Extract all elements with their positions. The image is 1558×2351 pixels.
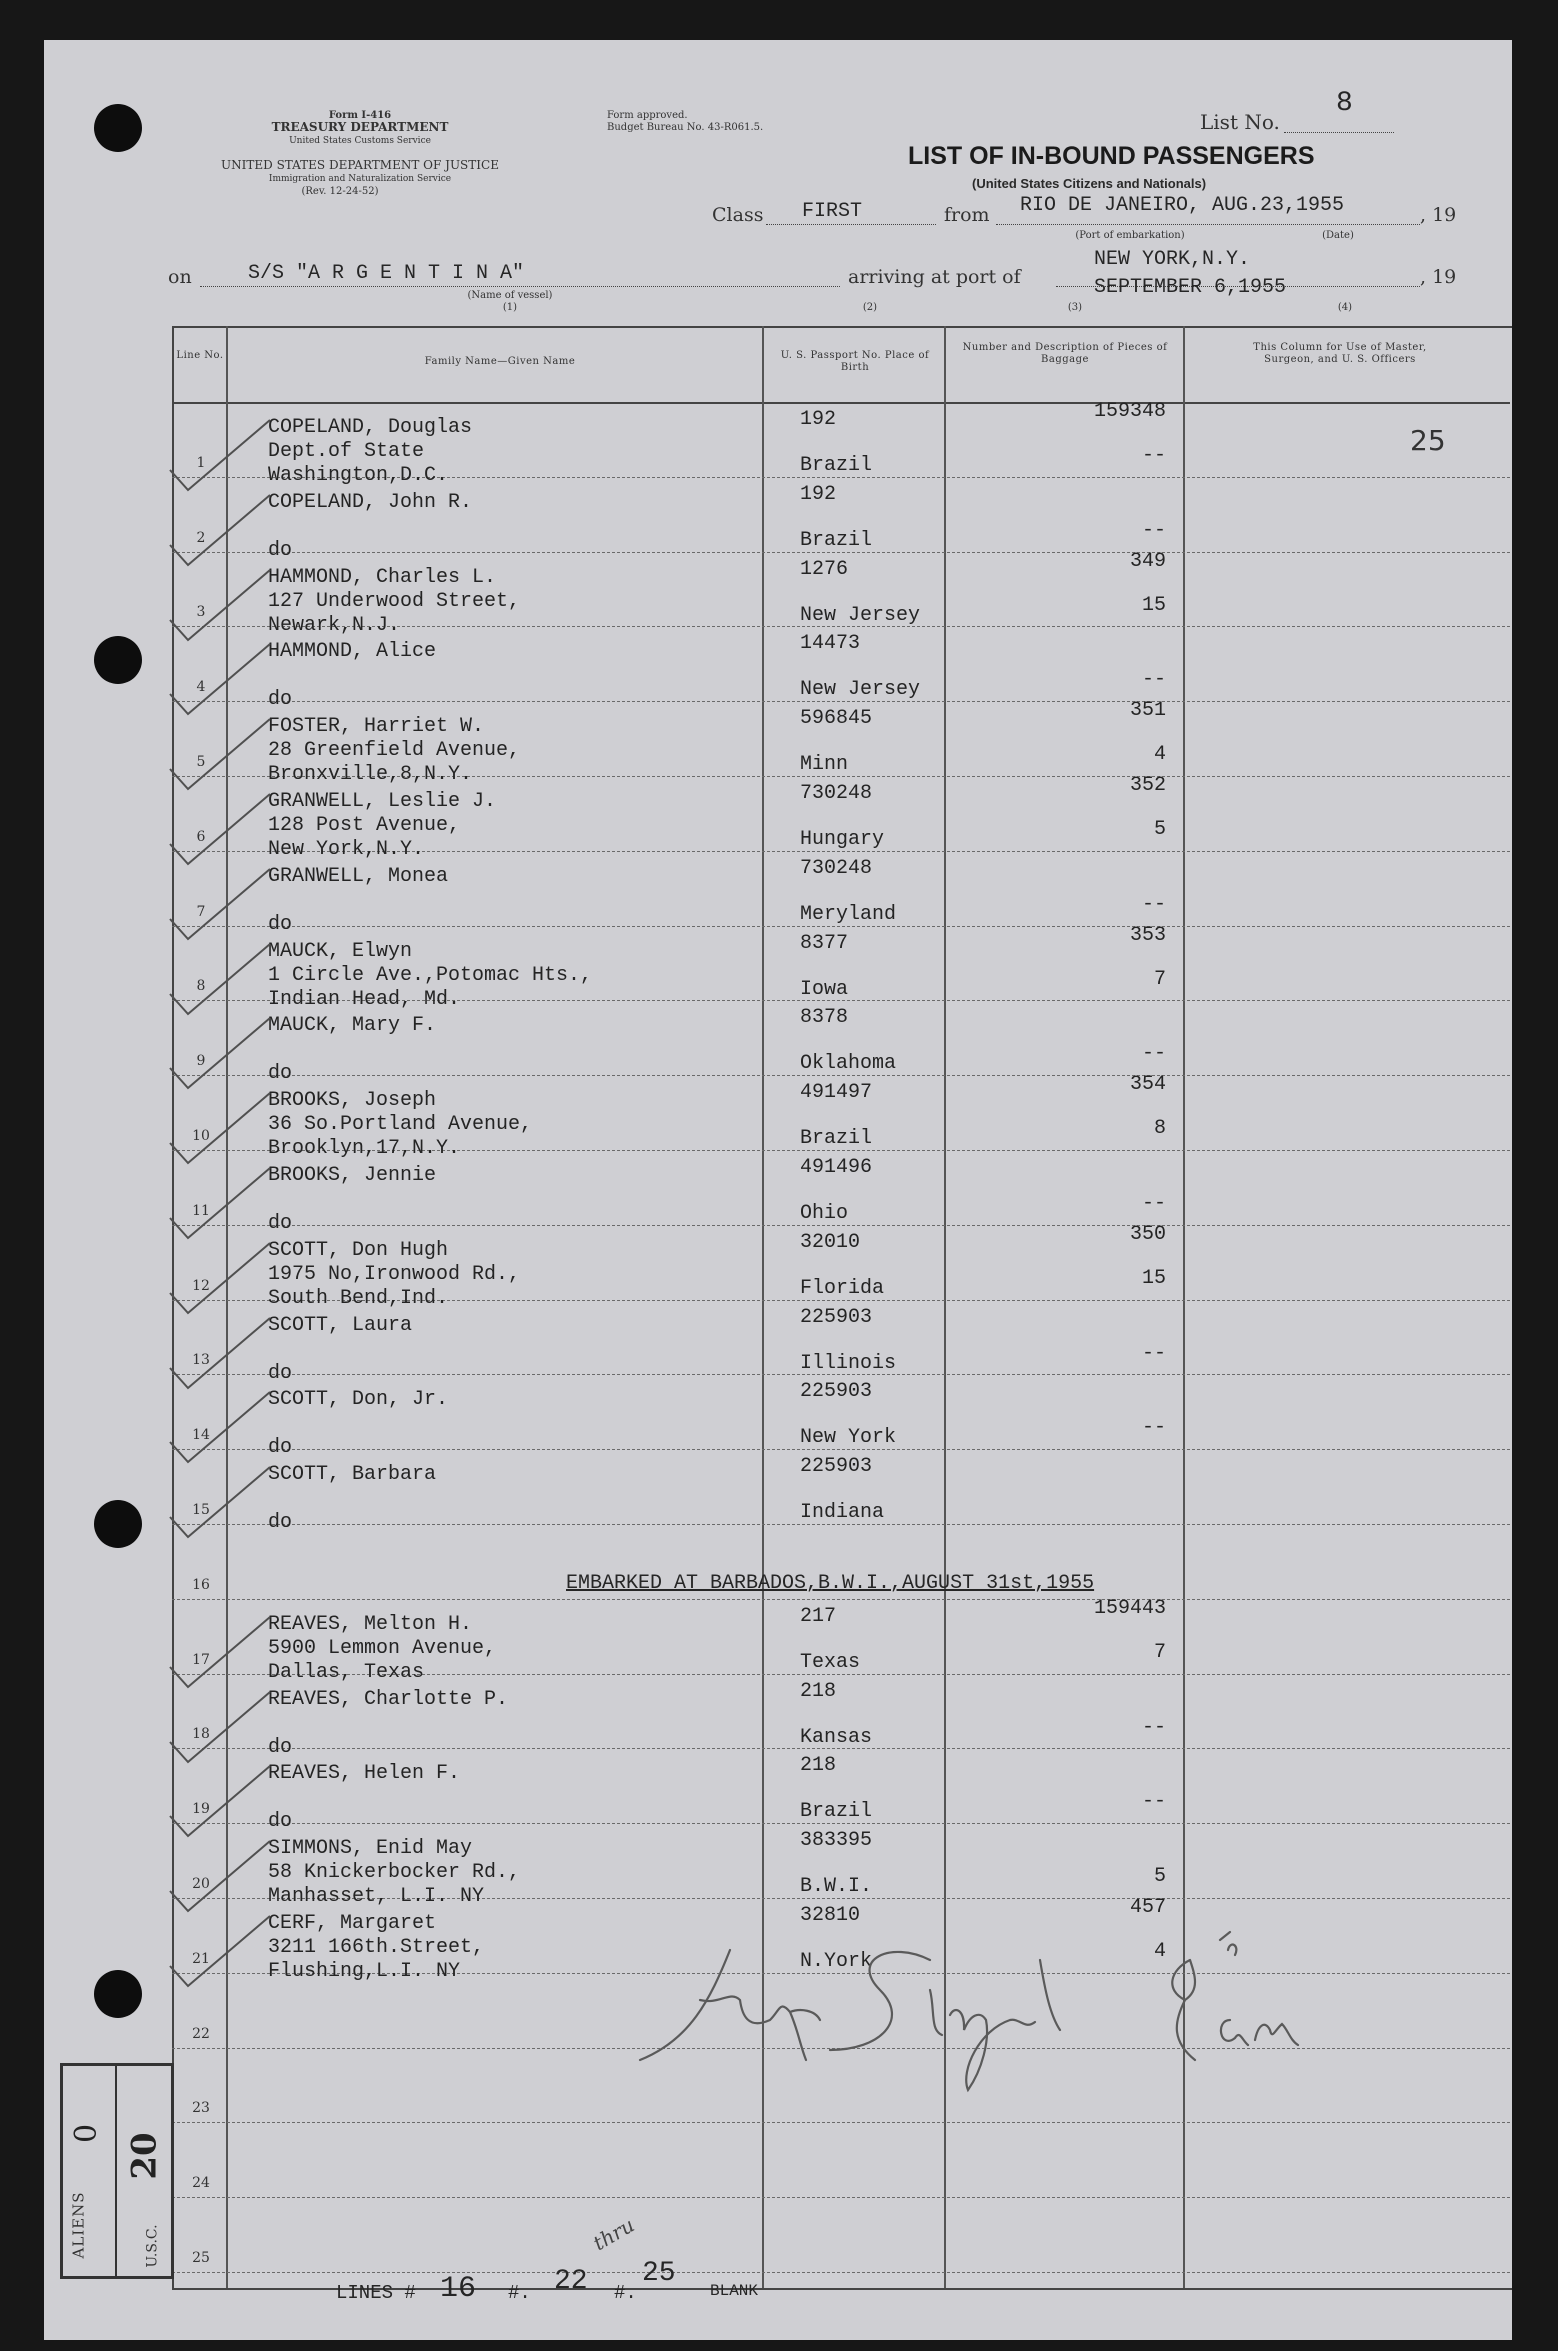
caption-4: (4) [1337, 302, 1353, 313]
place-of-birth: Hungary [800, 828, 885, 851]
justice-dept: UNITED STATES DEPARTMENT OF JUSTICE [221, 158, 499, 172]
passenger-name-line: Newark,N.J. [268, 614, 401, 637]
passport-number: 596845 [800, 707, 873, 730]
place-of-birth: Meryland [800, 903, 897, 926]
row-rule [172, 1524, 1510, 1525]
line-number: 4 [196, 679, 206, 695]
line-number: 15 [192, 1502, 210, 1518]
line-number: 18 [192, 1726, 210, 1742]
vessel-caption: (Name of vessel) [467, 290, 553, 301]
passport-number: 192 [800, 408, 837, 431]
passenger-name-line: COPELAND, John R. [268, 491, 473, 514]
baggage-pieces: -- [1141, 1342, 1166, 1365]
class-rule [766, 224, 936, 225]
place-of-birth: Brazil [800, 454, 873, 477]
baggage-tag: 457 [1129, 1896, 1166, 1919]
row-rule [172, 1823, 1510, 1824]
place-of-birth: B.W.I. [800, 1875, 873, 1898]
from-rule [996, 224, 1420, 225]
passport-number: 730248 [800, 782, 873, 805]
place-of-birth: New Jersey [800, 678, 921, 701]
passenger-name-line: SIMMONS, Enid May [268, 1837, 473, 1860]
passenger-name-line: do [268, 913, 293, 936]
footer-lines-to: 22 [554, 2266, 588, 2297]
baggage-pieces: -- [1141, 1416, 1166, 1439]
passenger-name-line: REAVES, Charlotte P. [268, 1688, 509, 1711]
row-rule [172, 1599, 1510, 1600]
passenger-name-line: REAVES, Helen F. [268, 1762, 461, 1785]
passenger-name-line: do [268, 1810, 293, 1833]
row-rule [172, 2197, 1510, 2198]
row-rule [172, 2122, 1510, 2123]
footer-lines-last: 25 [642, 2258, 676, 2289]
baggage-pieces: -- [1141, 519, 1166, 542]
passenger-name-line: SCOTT, Don, Jr. [268, 1388, 449, 1411]
page-subtitle: (United States Citizens and Nationals) [972, 176, 1207, 191]
passenger-name-line: 28 Greenfield Avenue, [268, 739, 521, 762]
passport-number: 32810 [800, 1904, 861, 1927]
passenger-name-line: HAMMOND, Alice [268, 640, 437, 663]
baggage-pieces: -- [1141, 1192, 1166, 1215]
customs-service: United States Customs Service [289, 136, 431, 146]
punch-hole [94, 1970, 142, 2018]
baggage-pieces: 8 [1153, 1117, 1166, 1140]
row-rule [172, 1225, 1510, 1226]
line-number: 9 [196, 1053, 206, 1069]
passport-number: 225903 [800, 1306, 873, 1329]
inspector-signature [630, 1920, 1310, 2100]
count-stamp [60, 2063, 174, 2279]
line-number: 17 [192, 1652, 210, 1668]
class-value: FIRST [802, 200, 863, 223]
passenger-name-line: 1975 No,Ironwood Rd., [268, 1263, 521, 1286]
passenger-name-line: HAMMOND, Charles L. [268, 566, 497, 589]
on-label: on [168, 266, 192, 288]
footer-blank-label: BLANK [710, 2282, 759, 2300]
passport-number: 14473 [800, 632, 861, 655]
from-label: from [944, 204, 990, 226]
passenger-name-line: SCOTT, Barbara [268, 1463, 437, 1486]
line-number: 14 [192, 1427, 210, 1443]
row-rule [172, 1449, 1510, 1450]
baggage-tag: 353 [1129, 924, 1166, 947]
stamp-usc-value: 20 [124, 2132, 165, 2180]
place-of-birth: Brazil [800, 529, 873, 552]
passenger-name-line: COPELAND, Douglas [268, 416, 473, 439]
passenger-name-line: 36 So.Portland Avenue, [268, 1113, 533, 1136]
passport-number: 225903 [800, 1380, 873, 1403]
place-of-birth: New York [800, 1426, 897, 1449]
passport-number: 217 [800, 1605, 837, 1628]
row-rule [172, 2272, 1510, 2273]
footer-lines-label: LINES # [336, 2282, 416, 2304]
punch-hole [94, 104, 142, 152]
place-of-birth: Minn [800, 753, 849, 776]
baggage-pieces: 15 [1141, 1267, 1166, 1290]
line-number: 2 [196, 530, 206, 546]
passenger-name-line: do [268, 539, 293, 562]
baggage-pieces: 15 [1141, 594, 1166, 617]
row-rule [172, 926, 1510, 927]
row-rule [172, 1075, 1510, 1076]
passport-number: 491497 [800, 1081, 873, 1104]
page-title: LIST OF IN-BOUND PASSENGERS [908, 142, 1315, 170]
passport-number: 225903 [800, 1455, 873, 1478]
stamp-aliens-value: 0 [69, 2123, 105, 2144]
place-of-birth: Oklahoma [800, 1052, 897, 1075]
baggage-pieces: 4 [1153, 743, 1166, 766]
passenger-name-line: 128 Post Avenue, [268, 814, 461, 837]
passport-number: 32010 [800, 1231, 861, 1254]
place-of-birth: N.York [800, 1950, 873, 1973]
baggage-pieces: -- [1141, 1790, 1166, 1813]
passenger-name-line: 58 Knickerbocker Rd., [268, 1861, 521, 1884]
place-of-birth: Indiana [800, 1501, 885, 1524]
line-number: 21 [192, 1951, 210, 1967]
footer-thru-note: thru [588, 2212, 639, 2256]
passenger-name-line: 127 Underwood Street, [268, 590, 521, 613]
passenger-name-line: BROOKS, Joseph [268, 1089, 437, 1112]
embarked-note: EMBARKED AT BARBADOS,B.W.I.,AUGUST 31st,1955 [566, 1572, 1095, 1595]
passenger-name-line: Dallas, Texas [268, 1661, 425, 1684]
passport-number: 383395 [800, 1829, 873, 1852]
passenger-name-line: MAUCK, Mary F. [268, 1014, 437, 1037]
passenger-name-line: GRANWELL, Leslie J. [268, 790, 497, 813]
passenger-name-line: Dept.of State [268, 440, 425, 463]
list-no-value: 8 [1336, 88, 1353, 119]
line-number: 3 [196, 604, 206, 620]
line-number: 1 [196, 455, 206, 471]
passport-number: 8377 [800, 932, 849, 955]
vessel-rule [200, 286, 840, 287]
stamp-usc-label: U.S.C. [144, 2224, 161, 2268]
year-suffix-2: , 19 [1420, 266, 1457, 288]
col-header-name: Family Name—Given Name [424, 356, 576, 367]
budget-bureau: Budget Bureau No. 43-R061.5. [607, 122, 764, 133]
arrival-port: NEW YORK,N.Y. [1094, 248, 1251, 271]
passenger-name-line: do [268, 688, 293, 711]
passenger-name-line: Brooklyn,17,N.Y. [268, 1137, 461, 1160]
passport-number: 1276 [800, 558, 849, 581]
passport-number: 8378 [800, 1006, 849, 1029]
baggage-pieces: 7 [1153, 968, 1166, 991]
baggage-pieces: -- [1141, 668, 1166, 691]
place-of-birth: Illinois [800, 1352, 897, 1375]
place-of-birth: New Jersey [800, 604, 921, 627]
line-number: 7 [196, 904, 206, 920]
baggage-tag: 349 [1129, 550, 1166, 573]
passenger-name-line: CERF, Margaret [268, 1912, 437, 1935]
line-number: 8 [196, 978, 206, 994]
passport-number: 192 [800, 483, 837, 506]
place-of-birth: Kansas [800, 1726, 873, 1749]
revision: (Rev. 12-24-52) [301, 186, 379, 197]
baggage-pieces: 5 [1153, 818, 1166, 841]
line-number: 23 [192, 2100, 210, 2116]
check-mark [166, 1906, 276, 1996]
baggage-pieces: 7 [1153, 1641, 1166, 1664]
line-number: 25 [192, 2250, 210, 2266]
passport-number: 218 [800, 1680, 837, 1703]
passport-number: 491496 [800, 1156, 873, 1179]
passenger-name-line: SCOTT, Don Hugh [268, 1239, 449, 1262]
baggage-pieces: -- [1141, 1716, 1166, 1739]
line-number: 20 [192, 1876, 210, 1892]
passenger-name-line: do [268, 1436, 293, 1459]
passenger-name-line: do [268, 1511, 293, 1534]
passenger-name-line: BROOKS, Jennie [268, 1164, 437, 1187]
place-of-birth: Ohio [800, 1202, 849, 1225]
passenger-name-line: 5900 Lemmon Avenue, [268, 1637, 497, 1660]
footer-hash-2: #. [508, 2282, 531, 2304]
line-number: 16 [192, 1577, 210, 1593]
baggage-pieces: -- [1141, 893, 1166, 916]
place-of-birth: Florida [800, 1277, 885, 1300]
baggage-pieces: -- [1141, 444, 1166, 467]
treasury-dept: TREASURY DEPARTMENT [271, 120, 449, 134]
punch-hole [94, 636, 142, 684]
form-approved: Form approved. [607, 110, 688, 121]
line-number: 22 [192, 2026, 210, 2042]
caption-3: (3) [1067, 302, 1083, 313]
baggage-pieces: 4 [1153, 1940, 1166, 1963]
footer-lines-from: 16 [440, 2272, 477, 2306]
arrival-date: SEPTEMBER 6,1955 [1094, 276, 1287, 299]
check-mark [166, 1457, 276, 1547]
footer-hash-3: #. [614, 2282, 637, 2304]
baggage-tag: 350 [1129, 1223, 1166, 1246]
place-of-birth: Brazil [800, 1127, 873, 1150]
officer-note: 25 [1410, 424, 1446, 457]
form-number: Form I-416 [328, 110, 392, 121]
from-value: RIO DE JANEIRO, AUG.23,1955 [1020, 194, 1345, 217]
place-of-birth: Iowa [800, 978, 849, 1001]
passport-number: 730248 [800, 857, 873, 880]
baggage-pieces: 5 [1153, 1865, 1166, 1888]
stamp-divider [115, 2066, 117, 2276]
line-number: 6 [196, 829, 206, 845]
baggage-tag: 352 [1129, 774, 1166, 797]
passenger-name-line: Flushing,L.I. NY [268, 1960, 461, 1983]
place-of-birth: Texas [800, 1651, 861, 1674]
date-caption: (Date) [1322, 230, 1354, 241]
row-rule [172, 701, 1510, 702]
col-header-officers: This Column for Use of Master, Surgeon, and U. S. Officers [1253, 342, 1427, 365]
arriving-label: arriving at port of [848, 266, 1021, 288]
passenger-name-line: do [268, 1736, 293, 1759]
col-header-passport: U. S. Passport No. Place of Birth [780, 350, 930, 373]
port-embarkation-caption: (Port of embarkation) [1075, 230, 1185, 241]
punch-hole [94, 1500, 142, 1548]
baggage-tag: 354 [1129, 1073, 1166, 1096]
passenger-name-line: Bronxville,8,N.Y. [268, 763, 473, 786]
line-number: 24 [192, 2175, 210, 2191]
header-rule [172, 402, 1510, 404]
class-label: Class [712, 204, 764, 226]
passenger-name-line: New York,N.Y. [268, 838, 425, 861]
line-number: 11 [192, 1203, 210, 1219]
line-number: 10 [192, 1128, 210, 1144]
immigration-service: Immigration and Naturalization Service [268, 174, 452, 184]
year-suffix: , 19 [1420, 204, 1457, 226]
line-number: 13 [192, 1352, 210, 1368]
list-no-rule [1284, 132, 1394, 133]
passenger-name-line: 1 Circle Ave.,Potomac Hts., [268, 964, 593, 987]
passenger-name-line: Indian Head, Md. [268, 988, 461, 1011]
passenger-name-line: do [268, 1212, 293, 1235]
row-rule [172, 552, 1510, 553]
baggage-pieces: -- [1141, 1042, 1166, 1065]
line-number: 12 [192, 1278, 210, 1294]
line-number: 5 [196, 754, 206, 770]
passenger-name-line: SCOTT, Laura [268, 1314, 413, 1337]
line-number: 19 [192, 1801, 210, 1817]
passenger-name-line: Manhasset, L.I. NY [268, 1885, 485, 1908]
stamp-aliens-label: ALIENS [69, 2191, 88, 2259]
passenger-name-line: 3211 166th.Street, [268, 1936, 485, 1959]
passenger-name-line: REAVES, Melton H. [268, 1613, 473, 1636]
col-header-line: Line No. [176, 350, 224, 361]
passenger-name-line: Washington,D.C. [268, 464, 449, 487]
caption-2: (2) [862, 302, 878, 313]
list-no-label: List No. [1200, 110, 1280, 134]
passenger-name-line: South Bend,Ind. [268, 1287, 449, 1310]
passenger-name-line: GRANWELL, Monea [268, 865, 449, 888]
passenger-name-line: do [268, 1362, 293, 1385]
vessel-caption-num: (1) [502, 302, 518, 313]
baggage-tag: 159443 [1093, 1597, 1166, 1620]
place-of-birth: Brazil [800, 1800, 873, 1823]
passenger-name-line: MAUCK, Elwyn [268, 940, 413, 963]
passenger-name-line: do [268, 1062, 293, 1085]
col-header-baggage: Number and Description of Pieces of Baggage [962, 342, 1168, 365]
vessel-name: S/S "A R G E N T I N A" [248, 262, 525, 285]
baggage-tag: 159348 [1093, 400, 1166, 423]
passport-number: 218 [800, 1754, 837, 1777]
baggage-tag: 351 [1129, 699, 1166, 722]
passenger-name-line: FOSTER, Harriet W. [268, 715, 485, 738]
